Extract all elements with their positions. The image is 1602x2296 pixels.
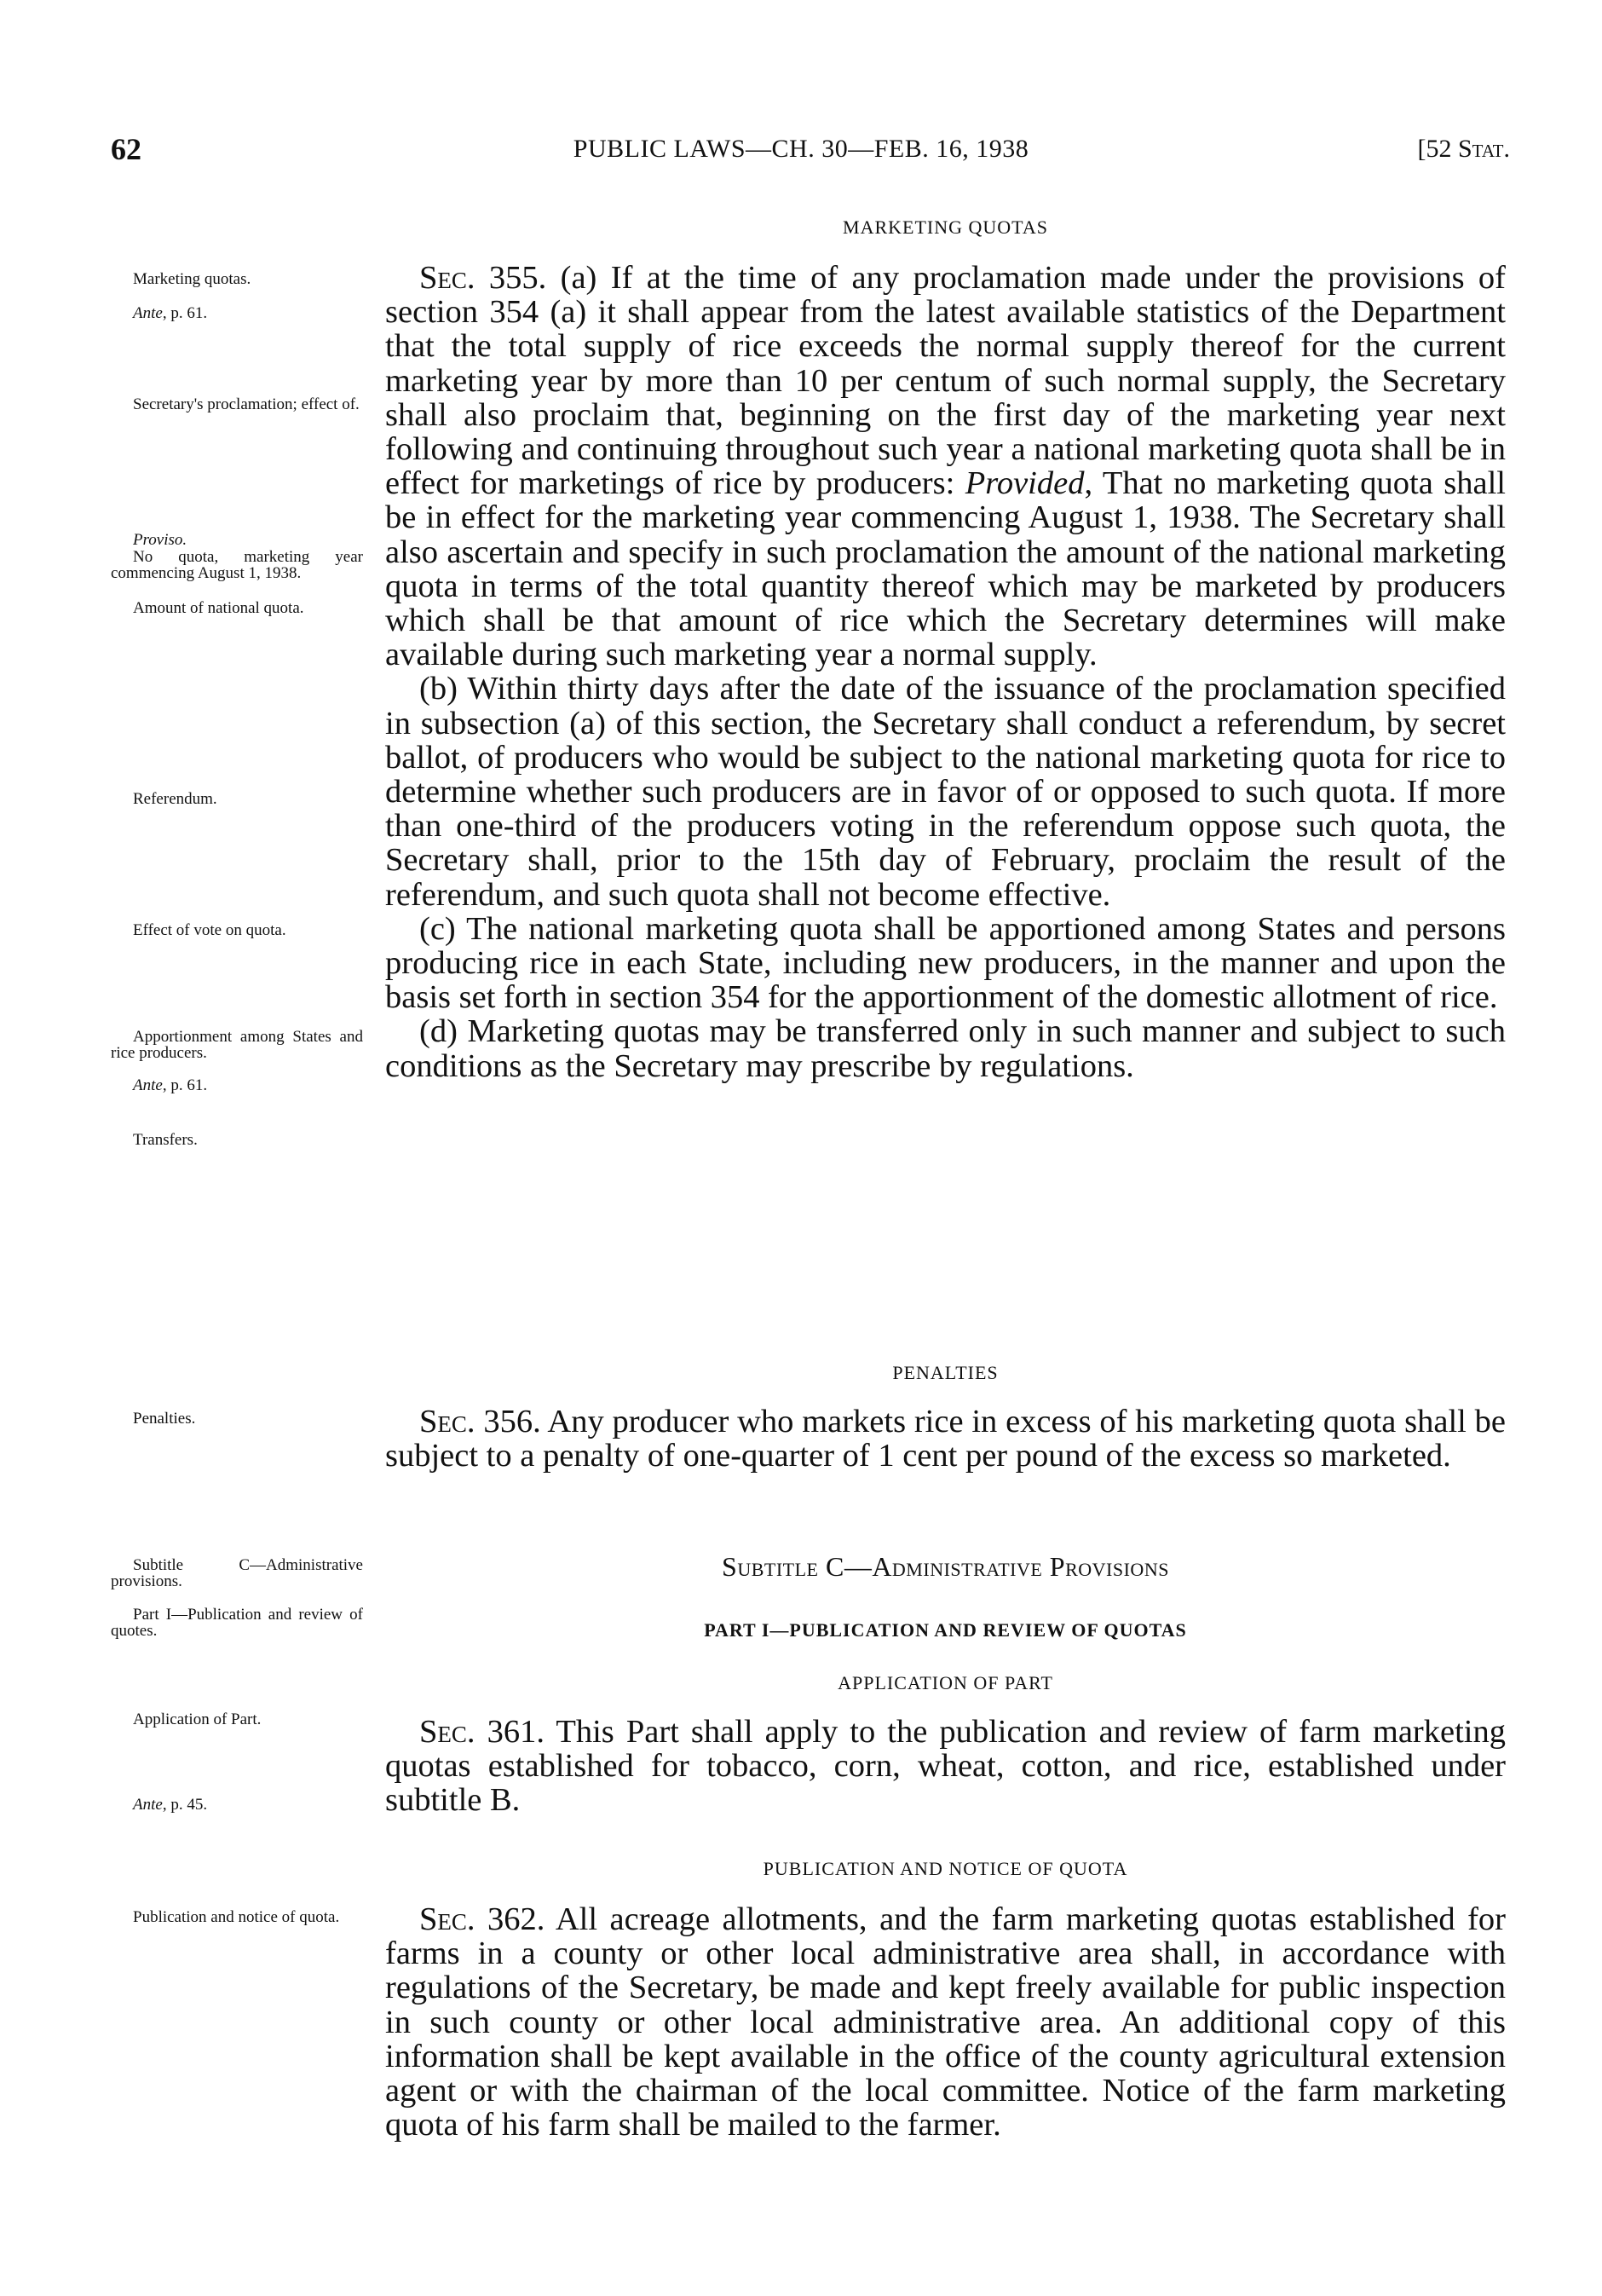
proviso-word: Provided (965, 465, 1085, 502)
margin-note-subtitle-c: Subtitle C—Administrative provisions. (111, 1556, 363, 1590)
margin-note-no-quota: No quota, marketing year commencing August 1, 1938. (111, 548, 363, 582)
margin-note-secretary-proclamation: Secretary's proclamation; effect of. (133, 395, 360, 413)
heading-application-of-part: APPLICATION OF PART (838, 1672, 1053, 1693)
margin-note-ante-45: Ante, p. 45. (133, 1796, 208, 1814)
section-356: Sec. 356. Any producer who markets rice in excess of his marketing quota shall be subject to a penalty of one-quarter of 1 cent per pound of the excess so marketed. (385, 1404, 1506, 1474)
sec-label: Sec. (419, 1404, 475, 1439)
sec-label: Sec. (419, 1901, 475, 1937)
margin-note-transfers: Transfers. (133, 1131, 198, 1149)
margin-note-ante-61: Ante, p. 61. (133, 304, 208, 322)
section-355-a: Sec. 355. (a) If at the time of any proclamation made under the provisions of section 354 (a) it shall appear from the latest available statistics of the Department that the total supply of rice exceeds the normal supply thereof for the current marketing year by more than 10 per centum of such normal supply, the Secretary shall also proclaim that, beginning on the first day of the marketing year next following and continuing throughout such year a national marketing quota shall be in effect for marketings of rice by producers: Provided, That no marketing quota shall be in effect for the marketing year commencing August 1, 1938. The Secretary shall also ascertain and specify in such proclamation the amount of the national marketing quota in terms of the total quantity thereof which may be marketed by producers which shall be that amount of rice which the Secretary determines will make available during such marketing year a normal supply. (385, 260, 1506, 673)
heading-publication-notice: PUBLICATION AND NOTICE OF QUOTA (763, 1858, 1128, 1879)
heading-marketing-quotas: MARKETING QUOTAS (843, 216, 1048, 238)
section-355-d: (d) Marketing quotas may be transferred only in such manner and subject to such conditions as the Secretary may prescribe by regulations. (385, 1013, 1506, 1084)
margin-note-ante-61-b: Ante, p. 61. (133, 1076, 208, 1094)
margin-note-marketing-quotas: Marketing quotas. (133, 270, 251, 288)
margin-note-part-1: Part I—Publication and review of quotes. (111, 1606, 363, 1640)
page-number: 62 (111, 132, 141, 166)
margin-note-proviso: Proviso. (133, 531, 187, 549)
margin-note-penalties: Penalties. (133, 1410, 196, 1428)
margin-note-apportionment: Apportionment among States and rice producers. (111, 1028, 363, 1062)
section-362: Sec. 362. All acreage allotments, and the farm marketing quotas established for farms in a county or other local administrative area shall, in accordance with regulations of the Secretary, be made and kept freely available for public inspection in such county or other local administrative area. An additional copy of this information shall be kept available in the office of the county agricultural extension agent or with the chairman of the local committee. Notice of the farm marketing quota of his farm shall be mailed to the farmer. (385, 1901, 1506, 2143)
statute-volume: [52 (1417, 135, 1458, 163)
margin-note-amount-national-quota: Amount of national quota. (133, 599, 304, 617)
running-title: PUBLIC LAWS—CH. 30—FEB. 16, 1938 (573, 135, 1029, 163)
sec-label: Sec. (419, 260, 475, 296)
margin-note-application-of-part: Application of Part. (133, 1710, 262, 1728)
section-361: Sec. 361. This Part shall apply to the publication and review of farm marketing quotas established for tobacco, corn, wheat, cotton, and rice, established under subtitle B. (385, 1714, 1506, 1819)
heading-part-1: PART I—PUBLICATION AND REVIEW OF QUOTAS (704, 1619, 1187, 1641)
statute-abbrev: Stat. (1458, 135, 1510, 163)
heading-penalties: PENALTIES (892, 1362, 999, 1383)
section-355-c: (c) The national marketing quota shall be apportioned among States and persons producing rice in each State, including new producers, in the manner and upon the basis set forth in section 354 for the apportionment of the domestic allotment of rice. (385, 910, 1506, 1016)
section-355-b: (b) Within thirty days after the date of the issuance of the proclamation specified in subsection (a) of this section, the Secretary shall conduct a referendum, by secret ballot, of producers who would be subject to the national marketing quota for rice to determine whether such producers are in favor of or opposed to such quota. If more than one-third of the producers voting in the referendum oppose such quota, the Secretary shall, prior to the 15th day of February, proclaim the result of the referendum, and such quota shall not become effective. (385, 671, 1506, 913)
statute-reference (1418, 128, 1511, 170)
margin-note-effect-of-vote: Effect of vote on quota. (133, 921, 286, 939)
margin-note-publication-notice: Publication and notice of quota. (133, 1908, 340, 1926)
margin-note-referendum: Referendum. (133, 790, 217, 808)
sec-label: Sec. (419, 1714, 475, 1750)
section-355 (385, 261, 1506, 1083)
heading-subtitle-c: Subtitle C—Administrative Provisions (722, 1551, 1169, 1582)
